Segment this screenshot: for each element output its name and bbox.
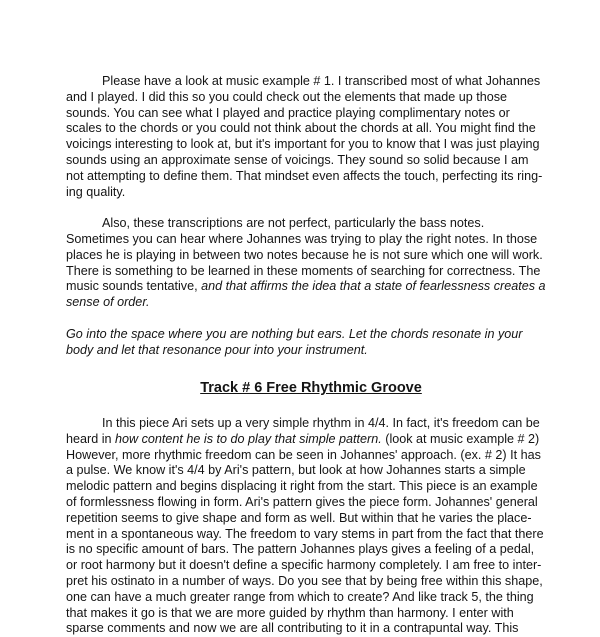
section-heading: Track # 6 Free Rhythmic Groove <box>200 380 422 397</box>
text-line: is no specific amount of bars. The pattern Johannes plays gives a feeling of a pedal, <box>66 542 535 557</box>
paragraph-transcriptions <box>66 216 556 311</box>
text-line: Please have a look at music example # 1. I transcribed most of what Johannes <box>102 74 541 88</box>
text-line: that makes it go is that we are more guided by rhythm than harmony. I enter with <box>66 605 514 620</box>
paragraph-italic-ears <box>66 327 556 359</box>
text-line: sounds using an approximate sense of voicings. They sound so solid because I am <box>66 152 529 167</box>
paragraph-spacer <box>66 200 556 216</box>
text-line: or root harmony but it doesn't define a specific harmony completely. I am free to inter- <box>66 558 542 573</box>
text-run: music sounds tentative, <box>66 279 202 294</box>
text-line: scales to the chords or you could not think about the chords at all. You might find the <box>66 121 536 136</box>
text-line: ing quality. <box>66 184 126 199</box>
text-line: voicings interesting to look at, but it's important for you to know that I was just playing <box>66 137 540 152</box>
text-line: repetition seems to give shape and form as well. But within that he varies the place- <box>66 510 532 525</box>
text-line: places he is playing in between two notes because he is not sure which one will work. <box>66 247 543 262</box>
italic-text-run: and that affirms the idea that a state of fearlessness creates a <box>201 279 546 294</box>
paragraph-spacer <box>66 400 556 416</box>
text-line: Sometimes you can hear where Johannes was trying to play the right notes. In those <box>66 231 538 246</box>
document-page <box>66 74 556 637</box>
paragraph-spacer <box>66 311 556 327</box>
text-line: of formlessness flowing in form. Ari's pattern gives the piece form. Johannes' general <box>66 494 538 509</box>
text-line: pret his ostinato in a number of ways. Do you see that by being free within this shape, <box>66 573 543 588</box>
text-line <box>66 432 556 448</box>
text-run: heard in <box>66 431 116 446</box>
paragraph-spacer <box>66 358 556 374</box>
text-line: sounds. You can see what I played and practice playing complimentary notes or <box>66 105 510 120</box>
italic-text-line: Go into the space where you are nothing but ears. Let the chords resonate in your <box>66 326 523 341</box>
text-line: ment in a spontaneous way. The freedom to vary stems in part from the fact that there <box>66 526 544 541</box>
text-line <box>66 295 556 311</box>
text-line: not attempting to define them. That mindset even affects the touch, perfecting its ring- <box>66 168 543 183</box>
text-line: and I played. I did this so you could check out the elements that made up those <box>66 89 508 104</box>
text-run: (look at music example # 2) <box>381 431 540 446</box>
text-line: Also, these transcriptions are not perfect, particularly the bass notes. <box>102 216 485 231</box>
text-line: one can have a much greater range from which to create? And like track 5, the thing <box>66 589 534 604</box>
paragraph-music-example-1 <box>66 74 556 200</box>
italic-text-run: sense of order. <box>66 295 150 310</box>
paragraph-track-6 <box>66 416 556 637</box>
text-line: However, more rhythmic freedom can be seen in Johannes' approach. (ex. # 2) It has <box>66 447 541 462</box>
text-line: melodic pattern and begins displacing it right from the start. This piece is an example <box>66 479 538 494</box>
text-line: a pulse. We know it's 4/4 by Ari's pattern, but look at how Johannes starts a simple <box>66 463 526 478</box>
italic-text-line: body and let that resonance pour into your instrument. <box>66 342 368 357</box>
text-line: In this piece Ari sets up a very simple rhythm in 4/4. In fact, it's freedom can be <box>102 415 540 430</box>
text-line <box>66 279 556 295</box>
text-line: sparse comments and now we are all contributing to it in a contrapuntal way. This <box>66 621 519 636</box>
text-line: There is something to be learned in these moments of searching for correctness. The <box>66 263 541 278</box>
italic-text-run: how content he is to do play that simple pattern. <box>115 431 382 446</box>
